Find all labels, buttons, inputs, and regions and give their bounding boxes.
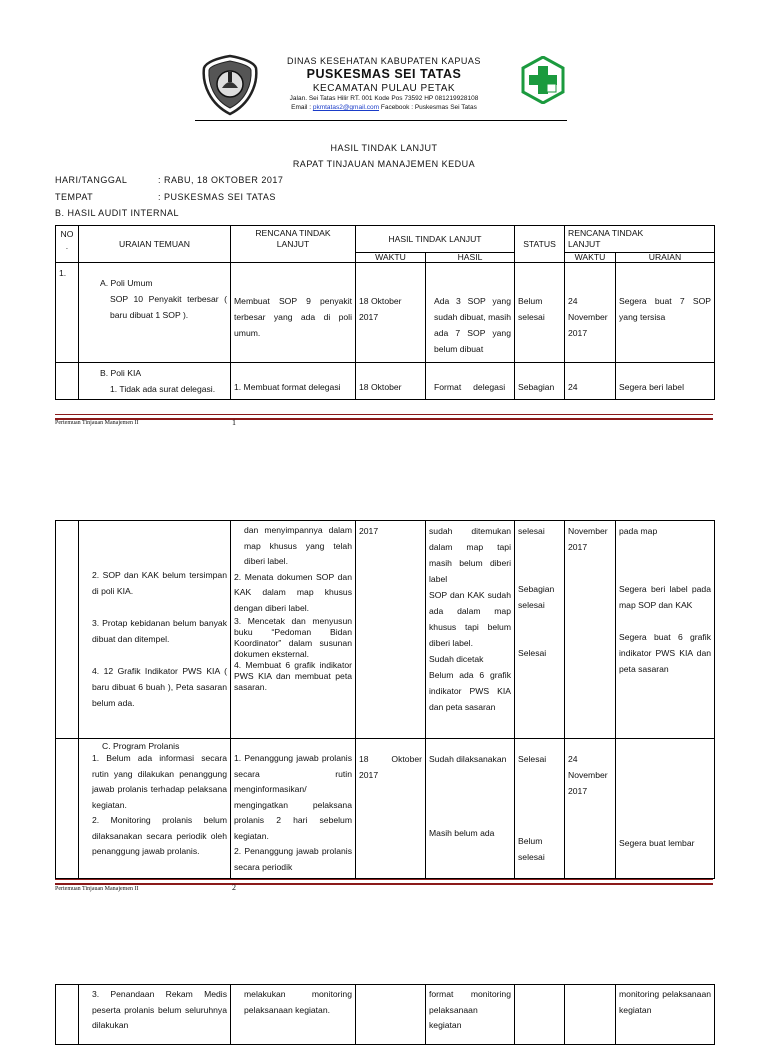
description-cell bbox=[616, 521, 715, 739]
header-waktu-2: WAKTU bbox=[565, 253, 616, 263]
time-cell: 18 Oktober 2017 bbox=[356, 739, 426, 879]
time-2-cell bbox=[565, 985, 616, 1045]
place-label: TEMPAT bbox=[55, 192, 94, 202]
plan-cell bbox=[231, 739, 356, 879]
result-text: sudah ditemukan dalam map tapi masih belum diberi label bbox=[429, 526, 511, 584]
health-cross-logo bbox=[519, 56, 567, 104]
row-number: 1. bbox=[56, 263, 79, 363]
table-row bbox=[56, 985, 715, 1045]
page-footer: Pertemuan Tinjauan Manajemen II bbox=[55, 886, 139, 892]
section-title: B. Poli KIA bbox=[100, 368, 142, 378]
header-hasil-tindak-lanjut: HASIL TINDAK LANJUT bbox=[356, 226, 515, 253]
description-cell: Segera beri label bbox=[616, 363, 715, 400]
result-cell: Format delegasi bbox=[426, 363, 515, 400]
finding-text: 2. SOP dan KAK belum tersimpan di poli KIA. bbox=[92, 570, 227, 596]
description-text: pada map bbox=[619, 526, 658, 536]
doc-title: HASIL TINDAK LANJUT bbox=[330, 143, 438, 153]
table-row bbox=[56, 363, 715, 400]
status-cell bbox=[515, 985, 565, 1045]
audit-table-page2 bbox=[55, 520, 715, 879]
description-text: Segera buat 6 grafik indikator PWS KIA dan peta sasaran bbox=[619, 632, 711, 674]
result-text: Sudah dicetak bbox=[429, 654, 484, 664]
plan-text: dan menyimpannya dalam map khusus yang telah diberi label. bbox=[244, 525, 352, 566]
finding-text: 2. Monitoring prolanis belum dilaksanakan secara periodik oleh penanggung jawab prolanis. bbox=[92, 815, 227, 856]
email-label: Email : bbox=[291, 104, 312, 111]
time-cell: 2017 bbox=[356, 521, 426, 739]
status-cell bbox=[515, 521, 565, 739]
status-text: Selesai bbox=[518, 754, 547, 764]
doc-subtitle: RAPAT TINJAUAN MANAJEMEN KEDUA bbox=[292, 159, 476, 169]
date-value: : RABU, 18 OKTOBER 2017 bbox=[158, 175, 284, 185]
header-hasil: HASIL bbox=[426, 253, 515, 263]
empty-cell bbox=[56, 521, 79, 739]
status-text: Belum selesai bbox=[518, 836, 545, 862]
finding-text: 1. Belum ada informasi secara rutin yang dilakukan penanggung jawab prolanis terhadap pelaksana kegiatan. bbox=[92, 753, 227, 810]
header-status: STATUS bbox=[515, 226, 565, 263]
plan-cell: melakukan monitoring pelaksanaan kegiatan. bbox=[231, 985, 356, 1045]
time-2-cell: November 2017 bbox=[565, 521, 616, 739]
facebook-text: Facebook : Puskesmas Sei Tatas bbox=[380, 104, 477, 111]
finding-cell bbox=[79, 263, 231, 363]
result-cell bbox=[426, 521, 515, 739]
contact-line bbox=[0, 104, 768, 111]
finding-cell: 3. Penandaan Rekam Medis peserta prolanis belum seluruhnya dilakukan bbox=[79, 985, 231, 1045]
time-2-cell: 24 November 2017 bbox=[565, 263, 616, 363]
result-text: Belum ada 6 grafik indikator PWS KIA dan peta sasaran bbox=[429, 670, 511, 712]
description-cell: Segera buat 7 SOP yang tersisa bbox=[616, 263, 715, 363]
page-separator bbox=[55, 879, 713, 885]
plan-text: 2. Menata dokumen SOP dan KAK dalam map khusus dengan diberi label. bbox=[234, 571, 352, 613]
header-rencana-2: RENCANA TINDAK LANJUT bbox=[565, 226, 715, 253]
table-row bbox=[56, 739, 715, 879]
address-line: Jalan. Sei Tatas Hilir RT. 001 Kode Pos 73592 HP 081219928108 bbox=[289, 95, 479, 102]
status-cell: Sebagian bbox=[515, 363, 565, 400]
result-text: SOP dan KAK sudah ada dalam map khusus tapi belum diberi label. bbox=[429, 590, 511, 648]
finding-text: 4. 12 Grafik Indikator PWS KIA ( baru dibuat 6 buah ), Peta sasaran belum ada. bbox=[92, 666, 227, 708]
result-text: Sudah dilaksanakan bbox=[429, 754, 507, 764]
header-uraian-2: URAIAN bbox=[616, 253, 715, 263]
plan-cell bbox=[231, 521, 356, 739]
time-2-cell: 24 November 2017 bbox=[565, 739, 616, 879]
description-cell: Segera buat lembar bbox=[616, 739, 715, 879]
header-waktu: WAKTU bbox=[356, 253, 426, 263]
plan-cell: 1. Membuat format delegasi bbox=[231, 363, 356, 400]
header-row bbox=[56, 226, 715, 253]
district-name: KECAMATAN PULAU PETAK bbox=[312, 83, 456, 94]
table-row bbox=[56, 263, 715, 363]
plan-text: 2. Penanggung jawab prolanis secara periodik bbox=[234, 846, 352, 872]
finding-text: SOP 10 Penyakit terbesar ( baru dibuat 1 SOP ). bbox=[110, 294, 227, 320]
time-cell: 18 Oktober 2017 bbox=[356, 263, 426, 363]
puskesmas-name: PUSKESMAS SEI TATAS bbox=[306, 67, 462, 81]
finding-cell bbox=[79, 521, 231, 739]
finding-text: 1. Tidak ada surat delegasi. bbox=[110, 384, 216, 394]
status-text: Selesai bbox=[518, 648, 547, 658]
finding-cell bbox=[79, 739, 231, 879]
page-number: 1 bbox=[232, 418, 236, 427]
time-2-cell: 24 bbox=[565, 363, 616, 400]
header-uraian: URAIAN TEMUAN bbox=[79, 226, 231, 263]
result-text: Masih belum ada bbox=[429, 828, 495, 838]
email-link[interactable]: pkmtatas2@gmail.com bbox=[312, 104, 380, 111]
empty-cell bbox=[56, 739, 79, 879]
result-cell bbox=[426, 739, 515, 879]
empty-cell bbox=[56, 363, 79, 400]
result-cell: Ada 3 SOP yang sudah dibuat, masih ada 7 SOP yang belum dibuat bbox=[426, 263, 515, 363]
plan-text: 4. Membuat 6 grafik indikator PWS KIA dan membuat peta sasaran. bbox=[234, 660, 352, 692]
time-cell: 18 Oktober bbox=[356, 363, 426, 400]
audit-table-page1 bbox=[55, 225, 715, 400]
description-text: Segera beri label pada map SOP dan KAK bbox=[619, 584, 711, 610]
header-rencana: RENCANA TINDAK LANJUT bbox=[231, 226, 356, 263]
status-text: selesai bbox=[518, 526, 545, 536]
table-row bbox=[56, 521, 715, 739]
audit-table-page3 bbox=[55, 984, 715, 1045]
section-title: C. Program Prolanis bbox=[102, 741, 180, 751]
page-number: 2 bbox=[232, 883, 236, 892]
place-value: : PUSKESMAS SEI TATAS bbox=[158, 192, 276, 202]
section-heading: B. HASIL AUDIT INTERNAL bbox=[55, 208, 180, 218]
plan-text: 3. Mencetak dan menyusun buku “Pedoman Bidan Koordinator” dalam susunan dokumen eksternal. bbox=[234, 616, 352, 659]
status-text: Sebagian selesai bbox=[518, 584, 555, 610]
section-title: A. Poli Umum bbox=[100, 278, 153, 288]
empty-cell bbox=[56, 985, 79, 1045]
time-cell bbox=[356, 985, 426, 1045]
letterhead-divider bbox=[195, 120, 567, 121]
status-cell: Belum selesai bbox=[515, 263, 565, 363]
plan-text: 1. Penanggung jawab prolanis secara rutin menginformasikan/ mengingatkan pelaksana prolanis 2 hari sebelum kegiatan. bbox=[234, 753, 352, 841]
description-cell: monitoring pelaksanaan kegiatan bbox=[616, 985, 715, 1045]
status-cell bbox=[515, 739, 565, 879]
date-label: HARI/TANGGAL bbox=[55, 175, 128, 185]
finding-cell bbox=[79, 363, 231, 400]
page-footer: Pertemuan Tinjauan Manajemen II bbox=[55, 420, 139, 426]
page-separator bbox=[55, 414, 713, 420]
agency-name: DINAS KESEHATAN KABUPATEN KAPUAS bbox=[287, 56, 481, 66]
result-cell: format monitoring pelaksanaan kegiatan bbox=[426, 985, 515, 1045]
plan-cell: Membuat SOP 9 penyakit terbesar yang ada di poli umum. bbox=[231, 263, 356, 363]
finding-text: 3. Protap kebidanan belum banyak dibuat dan ditempel. bbox=[92, 618, 227, 644]
header-no: NO . bbox=[56, 226, 79, 263]
